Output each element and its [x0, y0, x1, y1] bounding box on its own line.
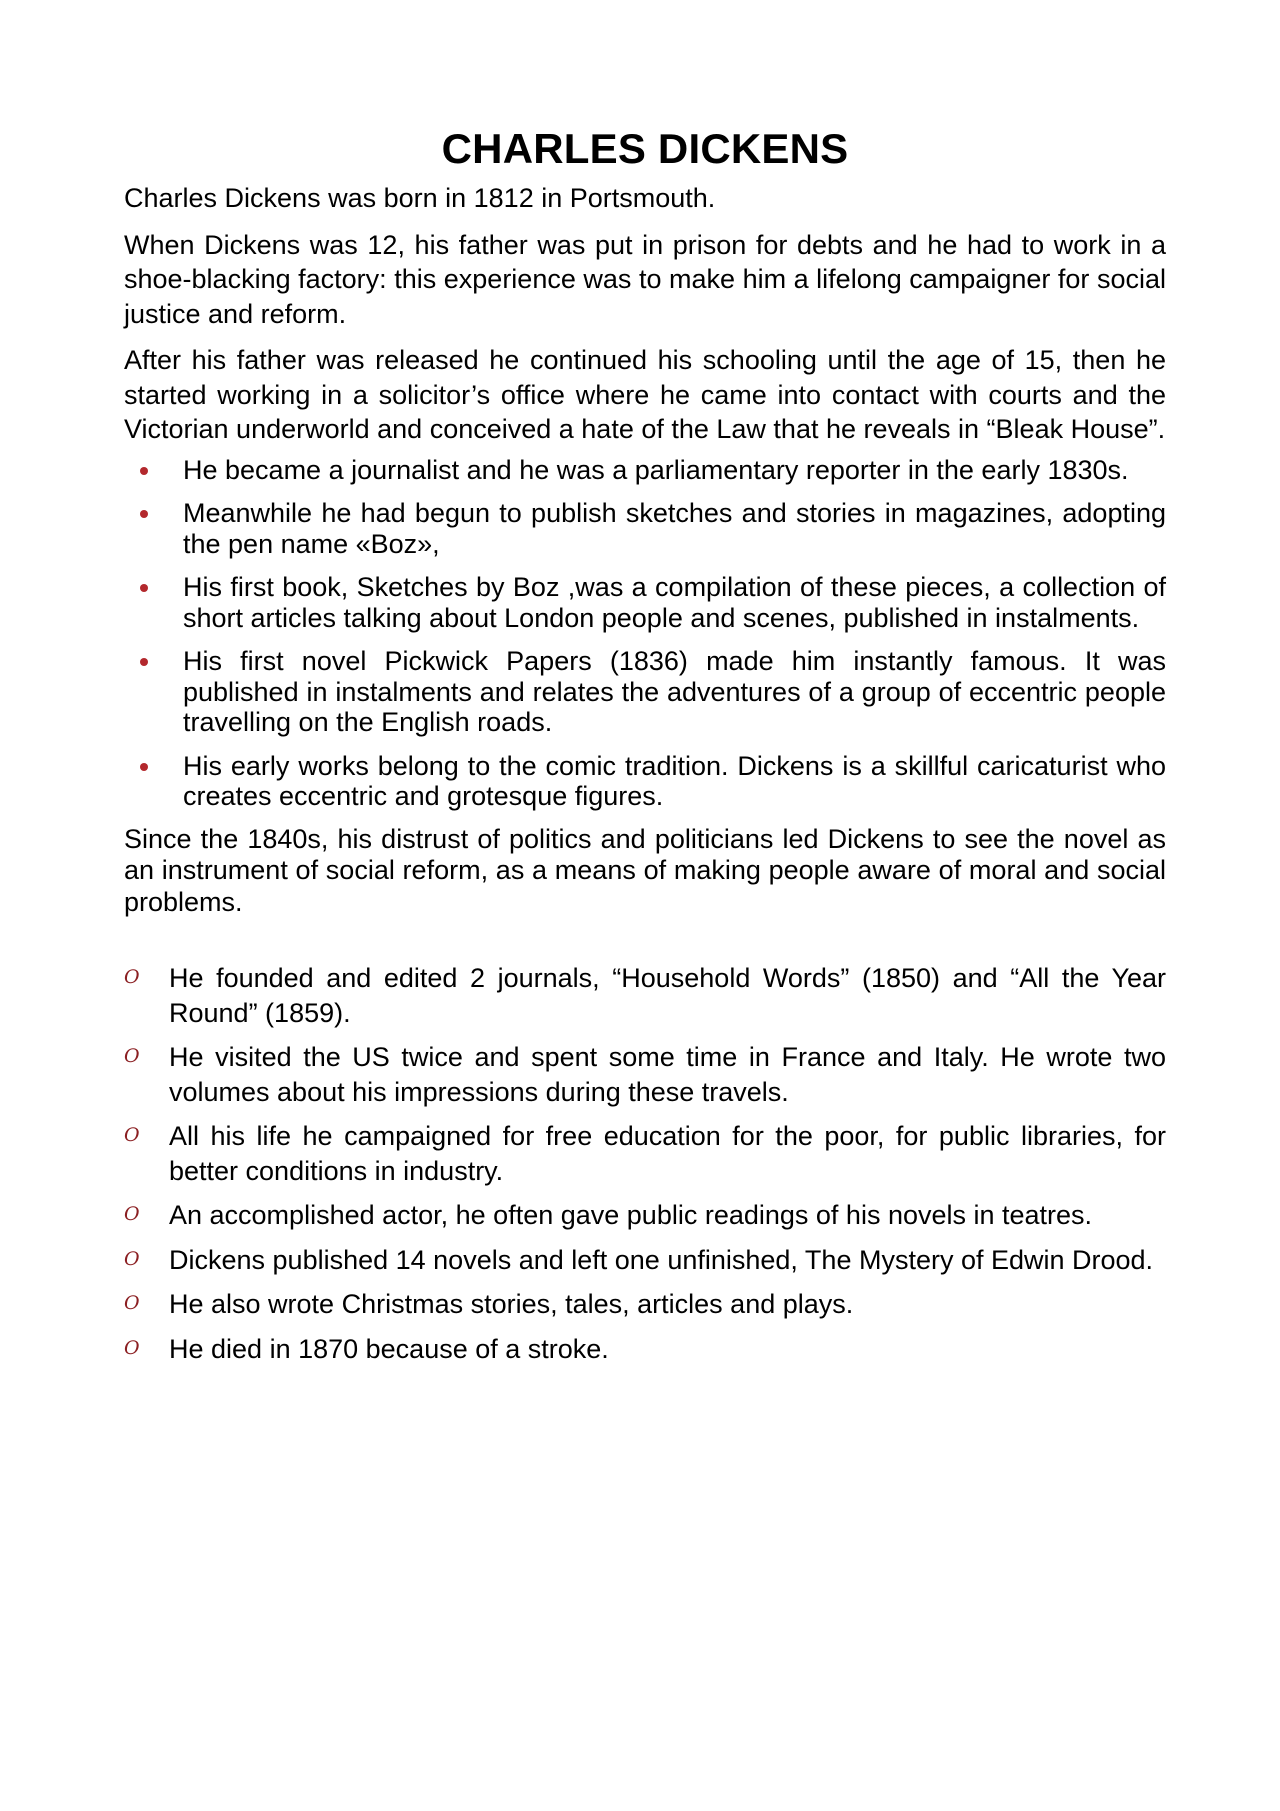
- bullet-dot-icon: [140, 658, 148, 666]
- list-item: [124, 1040, 1166, 1109]
- document-page: [124, 0, 1166, 1376]
- list-item-text: He founded and edited 2 journals, “Household Words” (1850) and “All the Year Round” (1859).: [169, 963, 1166, 1028]
- list-item-text: His first novel Pickwick Papers (1836) made him instantly famous. It was published in instalments and relates the adventures of a group of eccentric people travelling on the English roads.: [183, 646, 1166, 737]
- list-item: [124, 572, 1166, 633]
- circle-bullet-icon: O: [124, 966, 140, 988]
- list-item: [124, 1119, 1166, 1188]
- list-item: [124, 751, 1166, 812]
- list-item-text: He also wrote Christmas stories, tales, articles and plays.: [169, 1289, 854, 1319]
- list-item-text: Meanwhile he had begun to publish sketches and stories in magazines, adopting the pen name «Boz»,: [183, 498, 1166, 559]
- list-item: [124, 961, 1166, 1030]
- circle-bullet-list: [124, 961, 1166, 1366]
- list-item: [124, 1332, 1166, 1367]
- list-item: [124, 455, 1166, 486]
- list-item: [124, 498, 1166, 559]
- page-title: CHARLES DICKENS: [441, 125, 849, 172]
- list-item-text: He became a journalist and he was a parliamentary reporter in the early 1830s.: [183, 454, 1129, 485]
- circle-bullet-icon: O: [124, 1247, 140, 1270]
- list-item: [124, 1287, 1166, 1322]
- list-item: [124, 1198, 1166, 1233]
- circle-bullet-icon: O: [124, 1124, 140, 1146]
- list-item-text: His first book, Sketches by Boz ,was a compilation of these pieces, a collection of short articles talking about London people and scenes, published in instalments.: [183, 572, 1166, 633]
- list-item: [124, 646, 1166, 738]
- list-item: [124, 1243, 1166, 1278]
- list-item-text: He died in 1870 because of a stroke.: [169, 1333, 609, 1364]
- circle-bullet-icon: O: [124, 1336, 140, 1359]
- list-item-text: He visited the US twice and spent some time in France and Italy. He wrote two volumes about his impressions during these travels.: [169, 1042, 1166, 1107]
- circle-bullet-icon: O: [124, 1045, 140, 1067]
- bullet-dot-icon: [140, 467, 148, 475]
- circle-bullet-icon: O: [124, 1292, 140, 1314]
- list-item-text: Dickens published 14 novels and left one unfinished, The Mystery of Edwin Drood.: [169, 1244, 1154, 1275]
- paragraph-childhood: When Dickens was 12, his father was put in prison for debts and he had to work in a shoe-blacking factory: this experience was to make him a lifelong campaigner for social justice and reform.: [124, 229, 1166, 329]
- paragraph-birth: Charles Dickens was born in 1812 in Portsmouth.: [124, 183, 716, 213]
- list-item-text: All his life he campaigned for free education for the poor, for public libraries, for better conditions in industry.: [169, 1121, 1166, 1186]
- paragraph-education: After his father was released he continued his schooling until the age of 15, then he started working in a solicitor’s office where he came into contact with courts and the Victorian underworld and conceived a hate of the Law that he reveals in “Bleak House”.: [124, 345, 1166, 444]
- circle-bullet-icon: O: [124, 1203, 140, 1225]
- bullet-dot-icon: [140, 510, 148, 518]
- bullet-list: [124, 455, 1166, 812]
- list-item-text: An accomplished actor, he often gave public readings of his novels in teatres.: [169, 1200, 1093, 1230]
- bullet-dot-icon: [140, 763, 148, 771]
- paragraph-social-reform: Since the 1840s, his distrust of politics and politicians led Dickens to see the novel as an instrument of social reform, as a means of making people aware of moral and social problems.: [124, 823, 1166, 917]
- bullet-dot-icon: [140, 584, 148, 592]
- list-item-text: His early works belong to the comic tradition. Dickens is a skillful caricaturist who creates eccentric and grotesque figures.: [183, 750, 1166, 811]
